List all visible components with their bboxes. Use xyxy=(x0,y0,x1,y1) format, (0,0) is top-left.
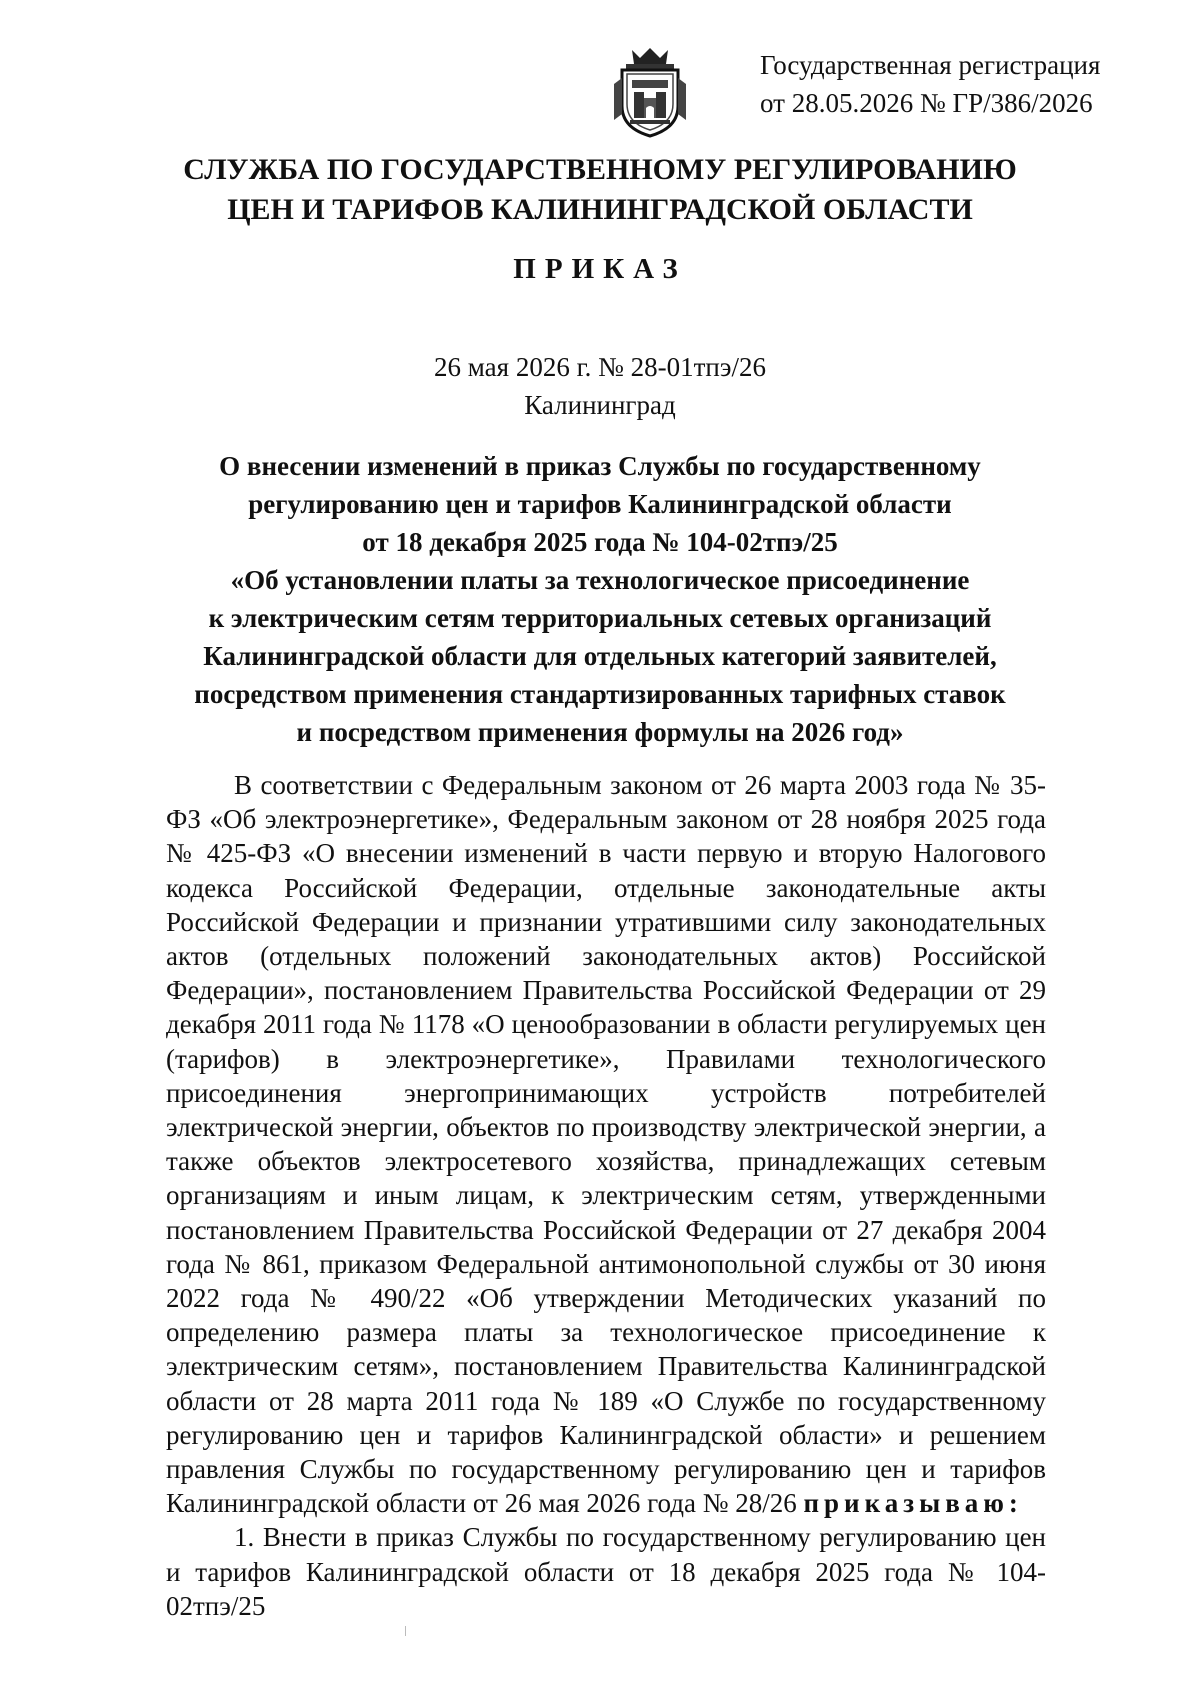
order-date-number: 26 мая 2026 г. № 28-01тпэ/26 xyxy=(434,352,766,382)
registration-title: Государственная регистрация xyxy=(760,50,1101,80)
subject-line: Калининградской области для отдельных категорий заявителей, xyxy=(203,641,997,671)
order-city: Калининград xyxy=(524,390,676,420)
subject-line: и посредством применения формулы на 2026 год» xyxy=(296,717,904,747)
organization-line-2: ЦЕН И ТАРИФОВ КАЛИНИНГРАДСКОЙ ОБЛАСТИ xyxy=(227,193,973,226)
order-body xyxy=(166,768,1046,1623)
item-1-paragraph: 1. Внести в приказ Службы по государственному регулированию цен и тарифов Калининградской области от 18 декабря 2025 года № 104-02тпэ/25 xyxy=(166,1522,1046,1621)
registration-stamp xyxy=(760,46,1160,122)
subject-line: регулированию цен и тарифов Калининградской области xyxy=(248,489,952,519)
order-word: приказываю: xyxy=(803,1488,1023,1519)
subject-line: к электрическим сетям территориальных сетевых организаций xyxy=(208,603,992,633)
order-subject xyxy=(150,447,1050,751)
subject-line: «Об установлении платы за технологическое присоединение xyxy=(230,565,970,595)
coat-of-arms-emblem xyxy=(612,44,688,140)
registration-number: от 28.05.2026 № ГР/386/2026 xyxy=(760,88,1093,118)
scan-mark xyxy=(405,1626,406,1636)
subject-line: О внесении изменений в приказ Службы по государственному xyxy=(219,451,981,481)
date-and-number xyxy=(150,348,1050,424)
document-type: ПРИКАЗ xyxy=(513,253,687,285)
organization-name xyxy=(150,150,1050,230)
subject-line: посредством применения стандартизированных тарифных ставок xyxy=(194,679,1006,709)
preamble-text: В соответствии с Федеральным законом от 26 марта 2003 года № 35-ФЗ «Об электроэнергетике», Федеральным законом от 28 ноября 2025 года № 425-ФЗ «О внесении изменений в части первую и вторую Налогового кодекса Российской Федерации, отдельные законодательные акты Российской Федерации и признании утратившими силу законодательных актов (отдельных положений законодательных актов) Российской Федерации», постановлением Правительства Российской Федерации от 29 декабря 2011 года № 1178 «О ценообразовании в области регулируемых цен (тарифов) в электроэнергетике», Правилами технологического присоединения энергопринимающих устройств потребителей электрической энергии, объектов по производству электрической энергии, а также объектов электросетевого хозяйства, принадлежащих сетевым организациям и иным лицам, к электрическим сетям, утвержденными постановлением Правительства Российской Федерации от 27 декабря 2004 года № 861, приказом Федеральной антимонопольной службы от 30 июня 2022 года № 490/22 «Об утверждении Методических указаний по определению размера платы за технологическое присоединение к электрическим сетям», постановлением Правительства Калининградской области от 28 марта 2011 года № 189 «О Службе по государственному регулированию цен и тарифов Калининградской области» и решением правления Службы по государственному регулированию цен и тарифов Калининградской области от 26 мая 2026 года № 28/26 xyxy=(166,770,1046,1519)
organization-line-1: СЛУЖБА ПО ГОСУДАРСТВЕННОМУ РЕГУЛИРОВАНИЮ xyxy=(183,153,1017,186)
subject-line: от 18 декабря 2025 года № 104-02тпэ/25 xyxy=(362,527,838,557)
preamble-paragraph xyxy=(166,768,1046,1520)
